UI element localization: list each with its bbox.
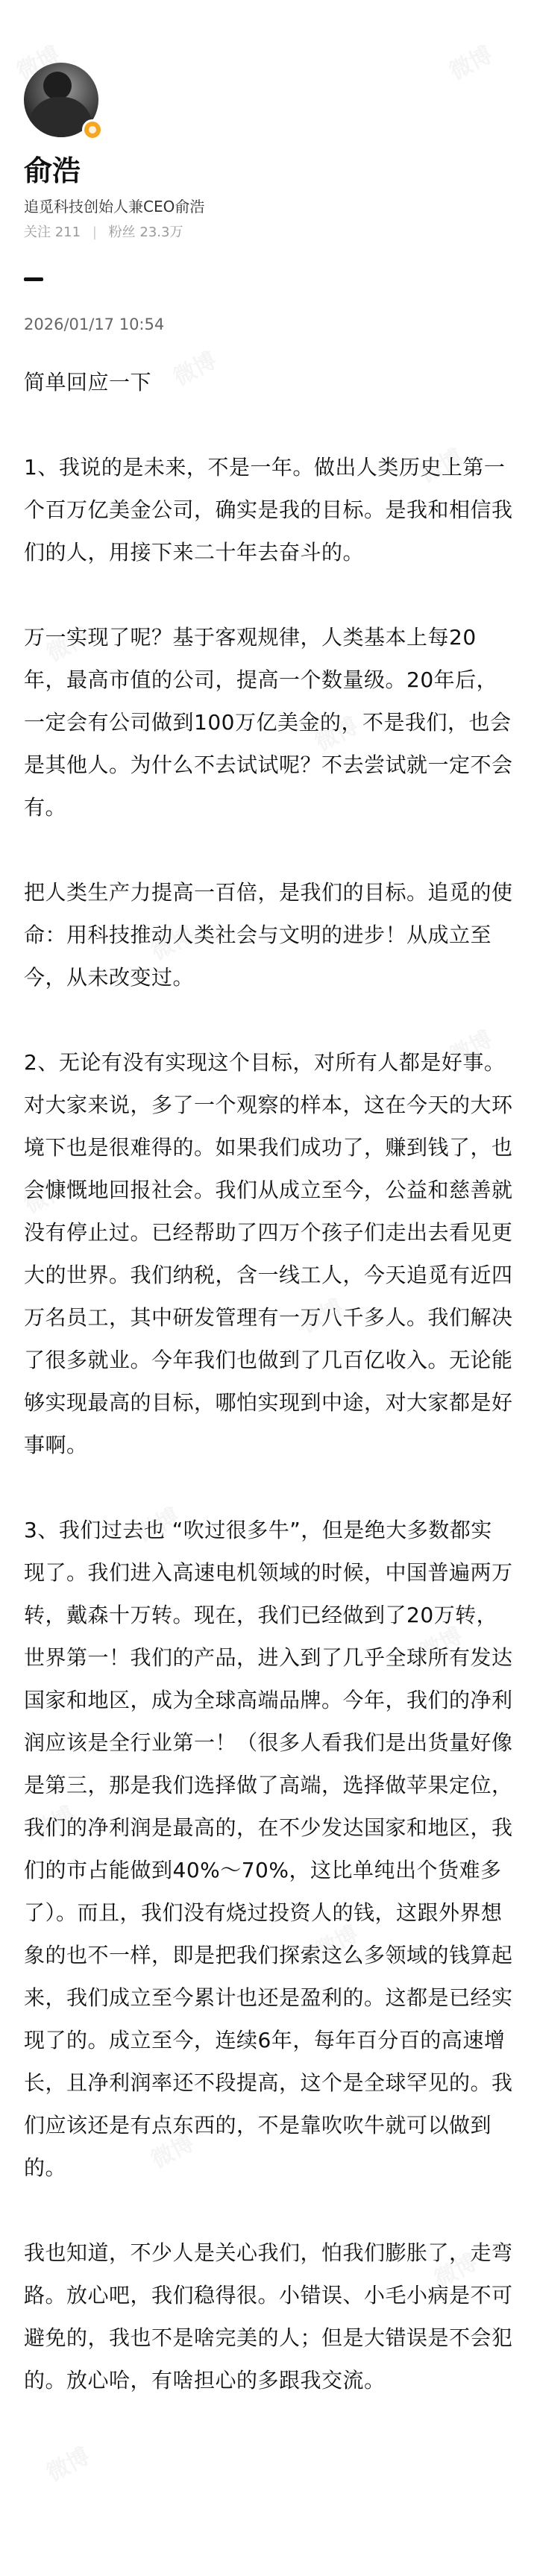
post-paragraph: 3、我们过去也 “吹过很多牛”，但是绝大多数都实现了。我们进入高速电机领域的时候，中国普遍两万转，戴森十万转。现在，我们已经做到了20万转，世界第一！我们的产品，进入到了几乎全球所有发达国家和地区，成为全球高端品牌。今年，我们的净利润应该是全行业第一！（很多人看我们是出货量好像是第三，那是我们选择做了高端，选择做苹果定位，我们的净利润是最高的，在不少发达国家和地区，我们的市占能做到40%～70%，这比单纯出个货难多了）。而且，我们没有烧过投资人的钱，这跟外界想象的也不一样，即是把我们探索这么多领域的钱算起来，我们成立至今累计也还是盈利的。这都是已经实现了的。成立至今，连续6年，每年百分百的高速增长，且净利润率还不段提高，这个是全球罕见的。我们应该还是有点东西的，不是靠吹吹牛就可以做到的。 [24, 1518, 513, 2180]
section-divider [24, 277, 43, 281]
verified-badge-icon [82, 119, 103, 140]
followers-label[interactable]: 粉丝 [108, 224, 136, 240]
post-content [24, 361, 513, 2444]
followers-count[interactable]: 23.3万 [139, 224, 183, 240]
post-paragraph: 我也知道，不少人是关心我们，怕我们膨胀了，走弯路。放心吧，我们稳得很。小错误、小毛小病是不可避免的，我也不是啥完美的人；但是大错误是不会犯的。放心哈，有啥担心的多跟我交流。 [24, 2240, 513, 2393]
stats-separator: | [92, 224, 97, 240]
post-timestamp: 2026/01/17 10:54 [24, 315, 165, 333]
profile-title: 追觅科技创始人兼CEO俞浩 [24, 198, 205, 216]
following-count[interactable]: 211 [54, 224, 81, 240]
post-paragraph: 把人类生产力提高一百倍，是我们的目标。追觅的使命：用科技推动人类社会与文明的进步！从成立至今，从未改变过。 [24, 880, 513, 990]
post-paragraph: 简单回应一下 [24, 370, 152, 395]
watermark [442, 36, 497, 86]
post-paragraph: 万一实现了呢？基于客观规律，人类基本上每20年，最高市值的公司，提高一个数量级。20年后，一定会有公司做到100万亿美金的，不是我们，也会是其他人。为什么不去试试呢？不去尝试就一定不会有。 [24, 625, 513, 820]
profile-name[interactable]: 俞浩 [24, 154, 81, 187]
profile-stats [24, 222, 183, 243]
following-label[interactable]: 关注 [24, 224, 51, 240]
post-paragraph: 2、无论有没有实现这个目标，对所有人都是好事。对大家来说，多了一个观察的样本，这在今天的大环境下也是很难得的。如果我们成功了，赚到钱了，也会慷慨地回报社会。我们从成立至今，公益和慈善就没有停止过。已经帮助了四万个孩子们走出去看见更大的世界。我们纳税，含一线工人，今天追觅有近四万名员工，其中研发管理有一万八千多人。我们解决了很多就业。今年我们也做到了几百亿收入。无论能够实现最高的目标，哪怕实现到中途，对大家都是好事啊。 [24, 1050, 513, 1457]
watermark [40, 2437, 95, 2487]
post-paragraph: 1、我说的是未来，不是一年。做出人类历史上第一个百万亿美金公司，确实是我的目标。是我和相信我们的人，用接下来二十年去奋斗的。 [24, 455, 513, 565]
